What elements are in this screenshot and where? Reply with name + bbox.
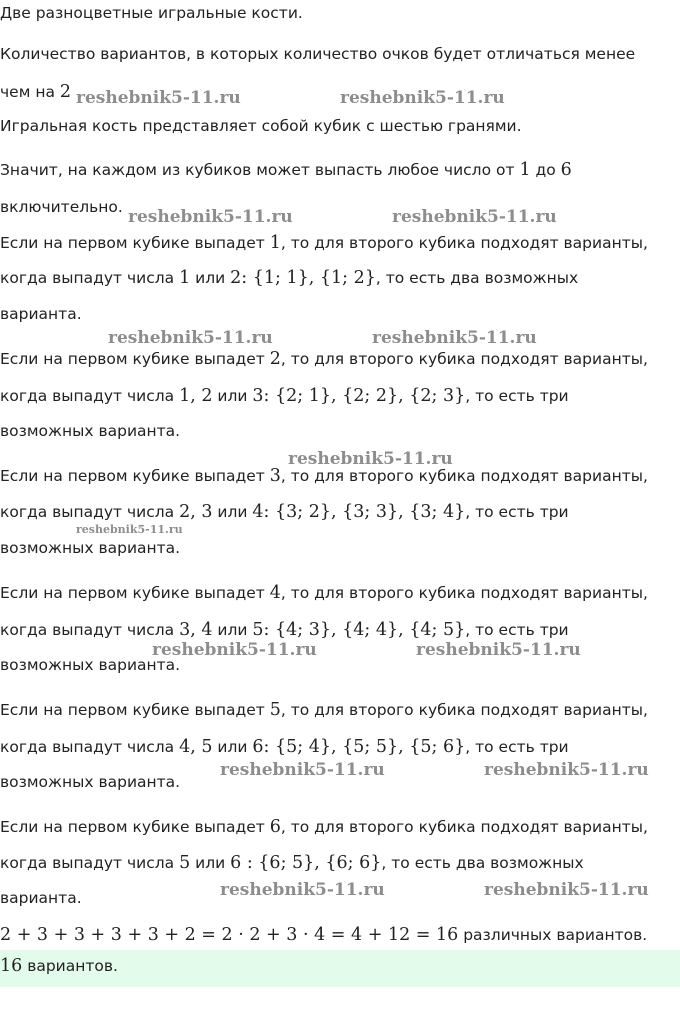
text-fragment: , то для второго кубика подходят варианты, [280,350,648,368]
text-fragment: когда выпадут числа [0,738,180,756]
text-fragment: , то есть два возможных [381,854,584,872]
answer-label: вариантов. [22,957,118,975]
math-expression: 6 [560,160,572,180]
math-expression: 6: {5; 4}, {5; 5}, {5; 6} [252,737,466,757]
text-line [0,889,82,907]
text-fragment: когда выпадут числа [0,269,180,287]
math-expression: 4, 5 [179,737,213,757]
text-line [0,853,584,873]
text-fragment: , то есть три [465,621,569,639]
text-fragment: когда выпадут числа [0,387,180,405]
text-fragment: Игральная кость представляет собой кубик с шестью гранями. [0,117,522,135]
math-expression: 5 [269,700,281,720]
text-fragment: возможных варианта. [0,539,181,557]
text-fragment: , то есть три [465,387,569,405]
text-fragment: Если на первом кубике выпадет [0,350,270,368]
text-fragment: , то для второго кубика подходят варианты, [280,584,648,602]
text-fragment: Если на первом кубике выпадет [0,818,270,836]
text-line [0,160,572,180]
math-expression: 2 + 3 + 3 + 3 + 3 + 2 = 2 · 2 + 3 · 4 = 4 + 12 = 16 [0,925,459,945]
text-fragment: , то для второго кубика подходят варианты, [280,818,648,836]
text-line [0,4,303,22]
text-fragment: варианта. [0,305,82,323]
text-fragment: до [530,161,561,179]
text-fragment: включительно. [0,198,123,216]
math-expression: 2 [59,82,72,102]
watermark: reshebnik5-11.ru [220,880,385,900]
math-expression: 2 [269,349,281,369]
text-line [0,773,180,791]
text-line [0,233,648,253]
text-fragment: Значит, на каждом из кубиков может выпасть любое число от [0,161,520,179]
text-line [0,82,71,102]
text-line [0,268,578,288]
watermark: reshebnik5-11.ru [392,207,557,227]
text-line [0,620,569,640]
text-line [0,817,648,837]
text-fragment: , то есть три [465,738,569,756]
text-fragment: или [190,269,231,287]
text-line [0,583,648,603]
text-line [0,349,648,369]
watermark: reshebnik5-11.ru [288,449,453,469]
text-fragment: Если на первом кубике выпадет [0,467,270,485]
text-fragment: возможных варианта. [0,656,181,674]
math-expression: 4: {3; 2}, {3; 3}, {3; 4} [252,502,466,522]
text-line [0,466,648,486]
text-line [0,539,180,557]
math-expression: 1 [519,160,531,180]
text-fragment: возможных варианта. [0,773,181,791]
text-fragment: когда выпадут числа [0,503,180,521]
text-fragment: Если на первом кубике выпадет [0,234,270,252]
math-expression: 3: {2; 1}, {2; 2}, {2; 3} [252,386,466,406]
text-fragment: , то для второго кубика подходят варианты, [280,701,648,719]
text-fragment: варианта. [0,889,82,907]
text-fragment: или [190,854,231,872]
math-expression: 5: {4; 3}, {4; 4}, {4; 5} [252,620,466,640]
text-line [0,45,635,63]
math-expression: 3 [269,466,281,486]
text-fragment: возможных варианта. [0,422,181,440]
math-expression: 4 [269,583,281,603]
watermark: reshebnik5-11.ru [152,640,317,660]
math-expression: 6 : {6; 5}, {6; 6} [230,853,382,873]
text-fragment: или [212,738,253,756]
text-line [0,925,647,945]
answer-line [0,956,118,976]
math-expression: 5 [179,853,191,873]
text-fragment: Если на первом кубике выпадет [0,584,270,602]
watermark: reshebnik5-11.ru [484,760,649,780]
math-expression: 2, 3 [179,502,213,522]
watermark: reshebnik5-11.ru [340,88,505,108]
watermark: reshebnik5-11.ru [128,207,293,227]
text-line [0,737,569,757]
watermark: reshebnik5-11.ru [372,328,537,348]
text-fragment: или [212,503,253,521]
text-line [0,305,82,323]
text-fragment: когда выпадут числа [0,621,180,639]
text-line [0,422,180,440]
text-fragment: , то есть три [465,503,569,521]
text-fragment: Если на первом кубике выпадет [0,701,270,719]
watermark: reshebnik5-11.ru [220,760,385,780]
watermark: reshebnik5-11.ru [108,328,273,348]
text-fragment: различных вариантов. [458,926,648,944]
text-line [0,117,522,135]
text-fragment: когда выпадут числа [0,854,180,872]
text-fragment: , то для второго кубика подходят варианты, [280,234,648,252]
text-fragment: или [212,387,253,405]
watermark: reshebnik5-11.ru [484,880,649,900]
math-expression: 1, 2 [179,386,213,406]
text-fragment: Количество вариантов, в которых количество очков будет отличаться менее [0,45,636,63]
math-expression: 1 [179,268,191,288]
math-expression: 2: {1; 1}, {1; 2} [230,268,376,288]
text-fragment: чем на [0,83,60,101]
text-fragment: , то есть два возможных [375,269,579,287]
text-line [0,386,569,406]
text-fragment: или [212,621,253,639]
watermark: reshebnik5-11.ru [76,88,241,108]
text-fragment: Две разноцветные игральные кости. [0,4,303,22]
text-line [0,198,123,216]
watermark: reshebnik5-11.ru [416,640,581,660]
answer-number: 16 [0,956,23,976]
text-line [0,700,648,720]
math-expression: 1 [269,233,281,253]
text-fragment: , то для второго кубика подходят варианты, [280,467,648,485]
math-expression: 3, 4 [179,620,213,640]
text-line [0,502,569,522]
math-expression: 6 [269,817,281,837]
watermark: reshebnik5-11.ru [76,523,183,536]
